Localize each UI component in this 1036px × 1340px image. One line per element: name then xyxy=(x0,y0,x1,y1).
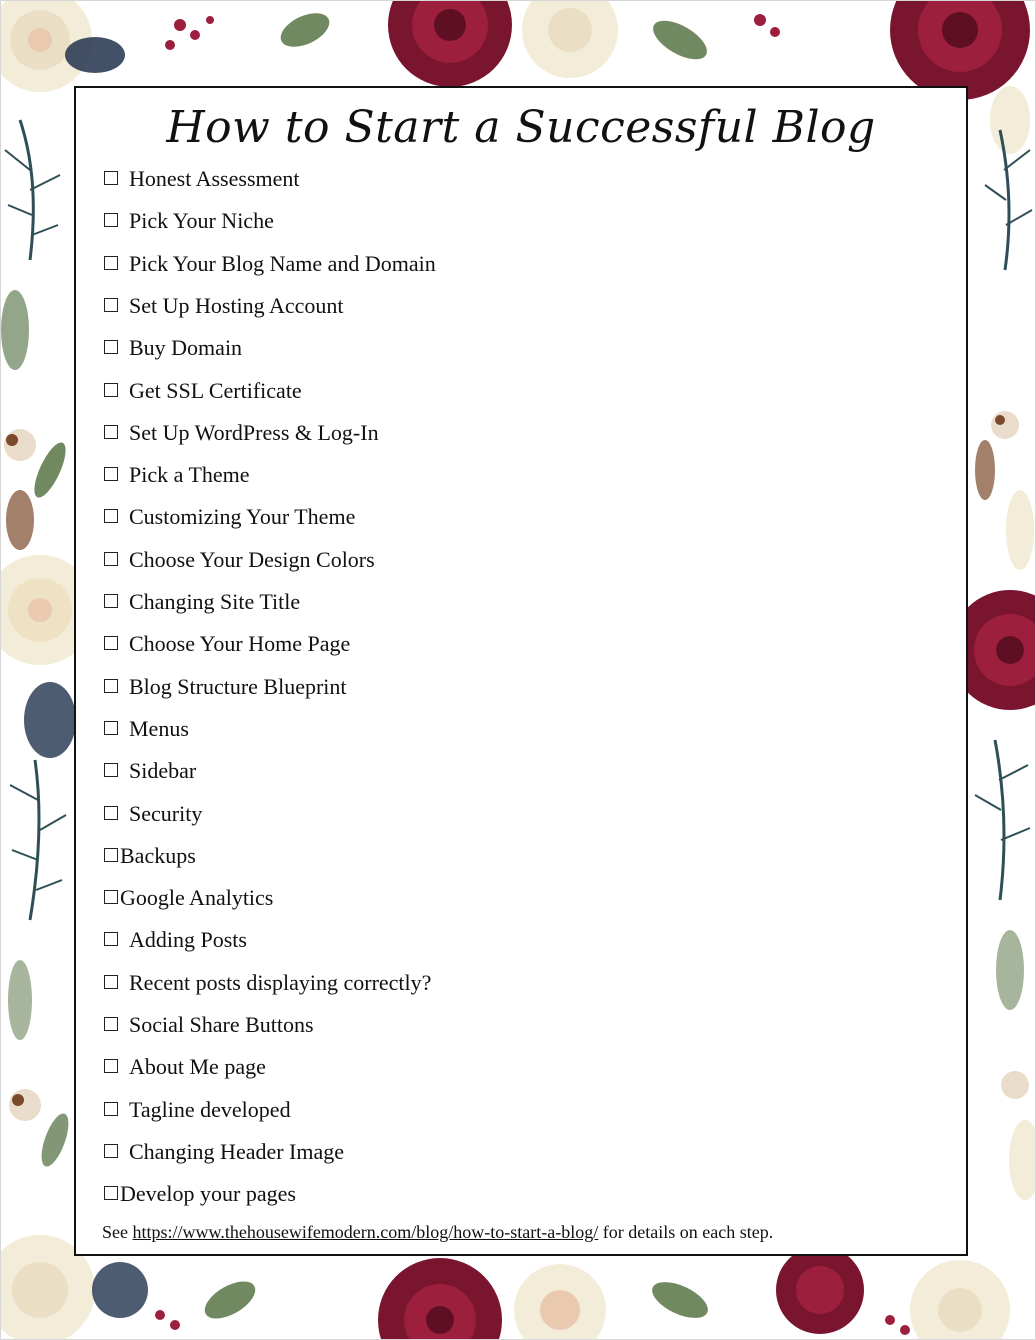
footer-suffix: for details on each step. xyxy=(598,1222,774,1242)
checkbox[interactable] xyxy=(104,1102,118,1116)
checkbox[interactable] xyxy=(104,467,118,481)
checkbox[interactable] xyxy=(104,171,118,185)
checkbox[interactable] xyxy=(104,1186,118,1200)
checklist-item-label: Recent posts displaying correctly? xyxy=(129,969,432,995)
checkbox[interactable] xyxy=(104,848,118,862)
checklist-item-label: Pick Your Blog Name and Domain xyxy=(129,250,436,276)
footer-prefix: See xyxy=(102,1222,133,1242)
checklist-item xyxy=(104,631,350,657)
checkbox[interactable] xyxy=(104,1059,118,1073)
checklist-item xyxy=(104,970,431,996)
checkbox[interactable] xyxy=(104,383,118,397)
checklist-item xyxy=(104,1012,314,1038)
checklist-item-label: Develop your pages xyxy=(120,1181,296,1207)
checklist-item xyxy=(104,758,196,784)
checklist-item-label: Blog Structure Blueprint xyxy=(129,673,347,699)
checkbox[interactable] xyxy=(104,1144,118,1158)
checkbox[interactable] xyxy=(104,509,118,523)
checklist-item-label: Pick a Theme xyxy=(129,462,250,488)
checkbox[interactable] xyxy=(104,1017,118,1031)
checkbox[interactable] xyxy=(104,298,118,312)
checklist-item-label: Honest Assessment xyxy=(129,166,300,191)
checklist-item xyxy=(104,843,196,869)
checklist-item-label: Sidebar xyxy=(129,758,197,784)
checklist-item-label: Set Up Hosting Account xyxy=(129,292,344,318)
checklist-item xyxy=(104,335,242,361)
checklist-item-label: Choose Your Design Colors xyxy=(129,546,375,572)
checklist-item-label: Changing Header Image xyxy=(129,1138,345,1164)
checklist-item xyxy=(104,927,247,953)
checklist-item xyxy=(104,547,375,573)
checklist-item xyxy=(104,166,300,192)
checklist-item-label: Pick Your Niche xyxy=(129,208,274,234)
checklist-item-label: Adding Posts xyxy=(129,927,247,953)
footer-link[interactable]: https://www.thehousewifemodern.com/blog/how-to-start-a-blog/ xyxy=(132,1222,599,1242)
checkbox[interactable] xyxy=(104,679,118,693)
footer-note xyxy=(102,1222,773,1243)
checklist-item-label: Get SSL Certificate xyxy=(129,377,302,403)
checklist-item-label: Google Analytics xyxy=(120,885,274,911)
checkbox[interactable] xyxy=(104,890,118,904)
checklist-item xyxy=(104,251,436,277)
checkbox[interactable] xyxy=(104,594,118,608)
checklist-item xyxy=(104,589,300,615)
checklist-item-label: Tagline developed xyxy=(129,1096,291,1122)
checkbox[interactable] xyxy=(104,975,118,989)
checkbox[interactable] xyxy=(104,552,118,566)
checklist-item-label: Backups xyxy=(120,842,196,868)
checklist-item-label: Menus xyxy=(129,715,189,741)
checklist-item xyxy=(104,208,274,234)
checklist-item xyxy=(104,674,347,700)
checkbox[interactable] xyxy=(104,213,118,227)
checklist-item xyxy=(104,1139,344,1165)
checklist-item xyxy=(104,378,302,404)
checklist-item-label: Social Share Buttons xyxy=(129,1012,314,1037)
checkbox[interactable] xyxy=(104,932,118,946)
checkbox[interactable] xyxy=(104,806,118,820)
checkbox[interactable] xyxy=(104,721,118,735)
checklist-card xyxy=(74,86,968,1256)
checkbox[interactable] xyxy=(104,256,118,270)
checklist-item xyxy=(104,420,379,446)
checklist-item-label: Buy Domain xyxy=(129,335,243,361)
checklist-item-label: Security xyxy=(129,800,203,826)
checkbox[interactable] xyxy=(104,763,118,777)
checklist-item xyxy=(104,1097,291,1123)
checklist-item xyxy=(104,293,344,319)
page-title: How to Start a Successful Blog xyxy=(166,102,876,153)
checklist-item-label: Customizing Your Theme xyxy=(129,504,356,530)
checklist-item xyxy=(104,504,355,530)
checkbox[interactable] xyxy=(104,425,118,439)
checklist-item xyxy=(104,885,273,911)
checklist-item xyxy=(104,801,202,827)
checklist-item-label: Set Up WordPress & Log-In xyxy=(129,419,379,445)
checklist-item-label: About Me page xyxy=(129,1054,266,1080)
checklist-item xyxy=(104,462,250,488)
checklist-item xyxy=(104,1054,266,1080)
checklist-item xyxy=(104,1181,296,1207)
checklist-item-label: Choose Your Home Page xyxy=(129,631,351,657)
checkbox[interactable] xyxy=(104,636,118,650)
checkbox[interactable] xyxy=(104,340,118,354)
checklist-item-label: Changing Site Title xyxy=(129,589,301,614)
checklist-item xyxy=(104,716,189,742)
